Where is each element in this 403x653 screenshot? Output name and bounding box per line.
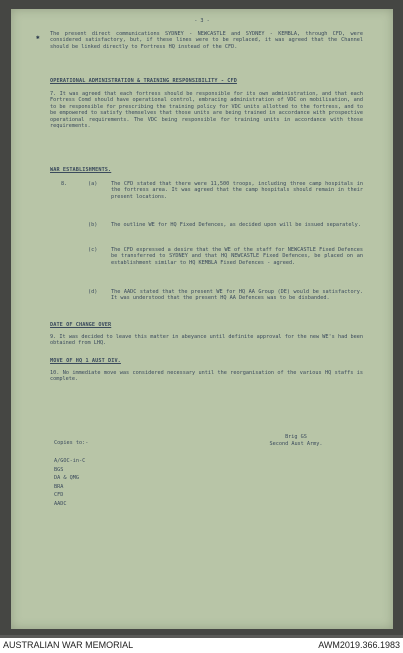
paragraph-8-number: 8. <box>61 181 68 187</box>
footer-bar <box>0 638 403 653</box>
item-c-text: The CFD expressed a desire that the WE of the staff for NEWCASTLE Fixed Defences be transferred to SYDNEY and that HQ NEWCASTLE Fixed Defences, be placed on an establishment similar to HQ KEMBLA Fixed Defences - agreed. <box>111 247 363 266</box>
copy-recipient: BGS <box>54 466 64 473</box>
signature-rank: Brig GS <box>285 434 307 440</box>
copy-recipient: CFD <box>54 492 64 499</box>
copy-recipient: BRA <box>54 483 64 490</box>
footer-catalog-id: AWM2019.366.1983 <box>318 640 400 650</box>
heading-move-of-hq: MOVE OF HQ 1 AUST DIV. <box>50 358 121 364</box>
paragraph-9: 9. It was decided to leave this matter in abeyance until definite approval for the new WE's had been obtained from LHQ. <box>50 334 363 347</box>
item-a-text: The CFD stated that there were 11,500 troops, including three camp hospitals in the fortress area. It was agreed that the camp hospitals should remain in their present locations. <box>111 181 363 200</box>
heading-war-establishments: WAR ESTABLISHMENTS. <box>50 167 112 173</box>
page-number: - 3 - <box>194 18 210 24</box>
paragraph-7: 7. It was agreed that each fortress should be responsible for its own administration, and that each Fortress Comd should have operational control, embracing administration of VDC on mobilisation, and to be responsible for prescribing the training policy for VDC units allotted to the fortress, and to be empowered to satisfy themselves that those units are being trained in accordance with prospective operational requirements. The VDC being responsible for training units in accordance with those requirements. <box>50 91 363 130</box>
item-d-marker: (d) <box>88 289 98 295</box>
heading-operational-administration: OPERATIONAL ADMINISTRATION & TRAINING RESPONSIBILITY - CFD <box>50 78 237 84</box>
footer-source: AUSTRALIAN WAR MEMORIAL <box>3 640 134 650</box>
intro-paragraph: The present direct communications SYDNEY - NEWCASTLE and SYDNEY - KEMBLA, through CFD, were considered satisfactory, but, if these lines were to be replaced, it was agreed that the Channel should be linked directly to Fortress HQ instead of the CFD. <box>50 31 363 50</box>
item-b-text: The outline WE for HQ Fixed Defences, as decided upon will be issued separately. <box>111 222 361 228</box>
heading-date-of-change-over: DATE OF CHANGE OVER <box>50 322 112 328</box>
copies-heading: Copies to:- <box>54 440 89 446</box>
copy-recipient: DA & QMG <box>54 475 79 482</box>
item-c-marker: (c) <box>88 247 98 253</box>
item-b-marker: (b) <box>88 222 98 228</box>
ink-mark: ✱ <box>36 34 40 41</box>
copies-list <box>54 458 85 510</box>
copy-recipient: A/GOC-in-C <box>54 458 86 464</box>
signature-formation: Second Aust Army. <box>269 441 323 447</box>
item-d-text: The AADC stated that the present WE for HQ AA Group (DE) would be satisfactory. It was understood that the present HQ AA Defences was to be disbanded. <box>111 289 363 302</box>
item-a-marker: (a) <box>88 181 98 187</box>
paragraph-10: 10. No immediate move was considered necessary until the reorganisation of the various HQ staffs is complete. <box>50 370 363 383</box>
document-page <box>11 9 393 629</box>
copy-recipient: AADC <box>54 500 67 507</box>
